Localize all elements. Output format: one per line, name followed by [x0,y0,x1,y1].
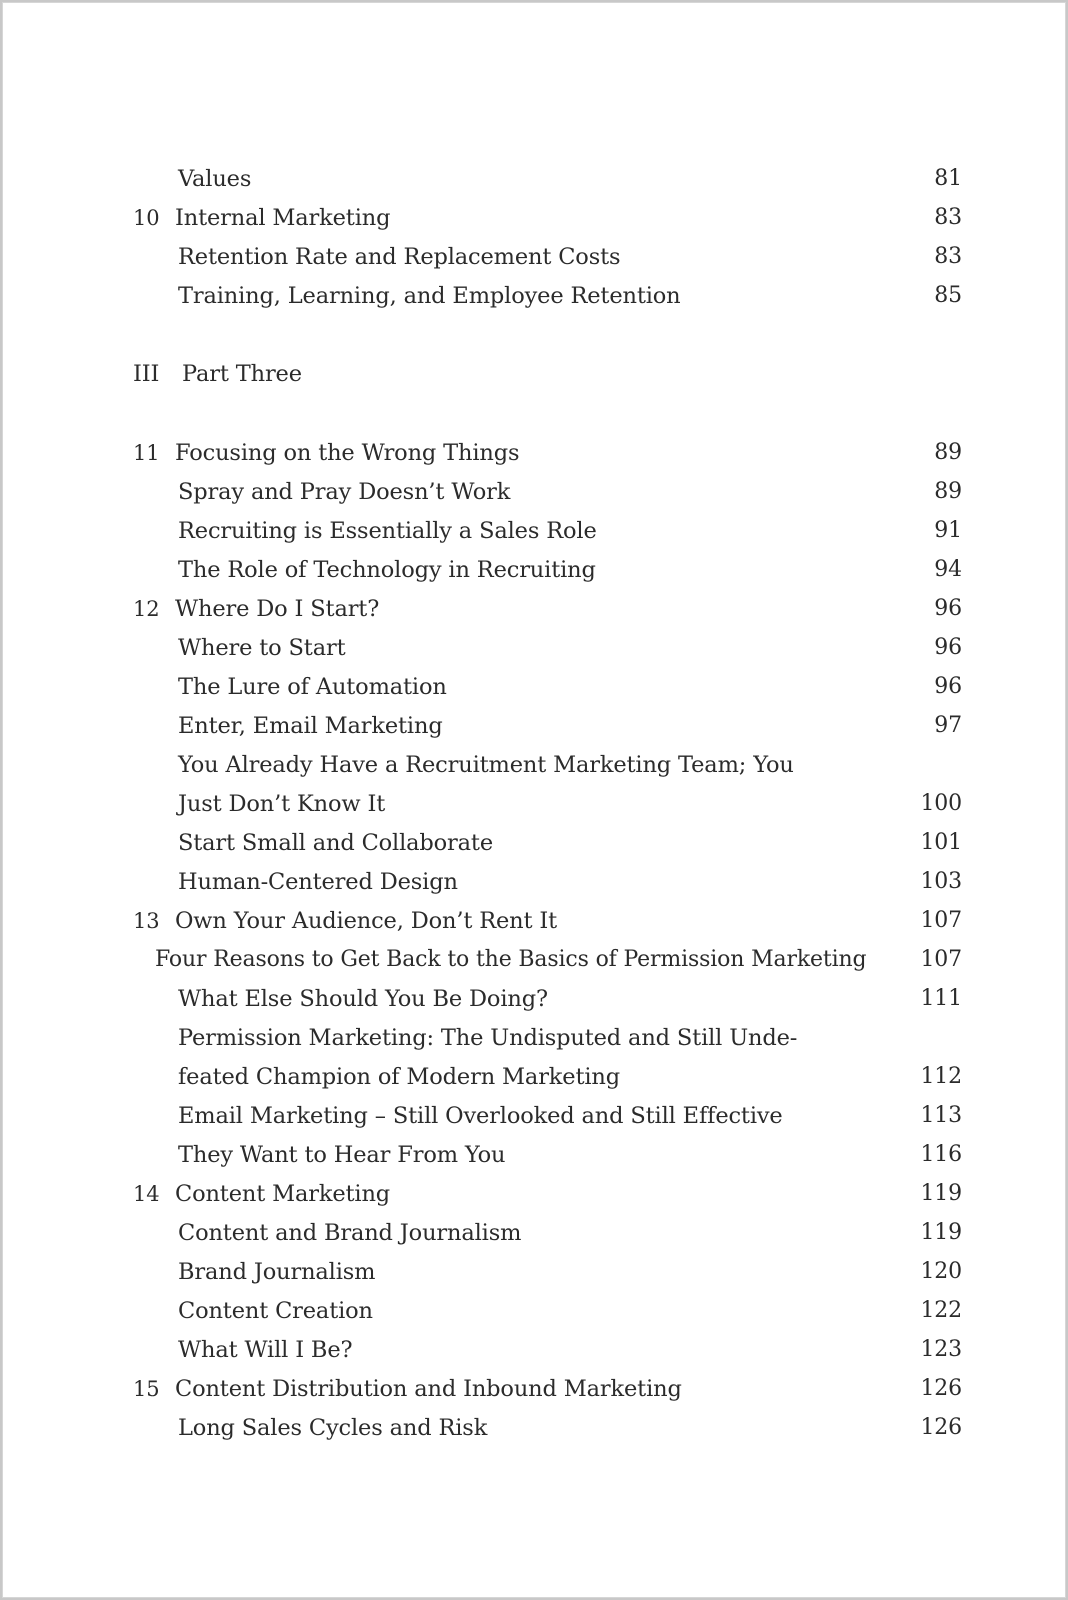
toc-section-title: You Already Have a Recruitment Marketing Team; You [178,752,794,778]
toc-section-title: Start Small and Collaborate [178,830,493,856]
toc-entry [2,672,1066,702]
toc-page-number: 126 [920,1415,962,1440]
toc-section-title: They Want to Hear From You [178,1142,506,1168]
toc-chapter [2,906,1066,936]
toc-entry [2,789,1066,819]
toc-entry [2,1140,1066,1170]
toc-section-title: What Will I Be? [178,1337,353,1363]
toc-entry [2,750,1066,780]
toc-page-number: 94 [934,557,962,582]
toc-chapter-number: 13 [133,909,160,933]
toc-section-title: The Lure of Automation [178,674,447,700]
toc-chapter [2,203,1066,233]
toc-page-number: 100 [920,791,962,816]
toc-entry [2,984,1066,1014]
toc-entry [2,1101,1066,1131]
toc-page-number: 81 [934,166,962,191]
toc-part-title: Part Three [182,361,302,387]
toc-page-number: 103 [920,869,962,894]
toc-chapter-title: Internal Marketing [175,205,391,231]
toc-section-title: Values [178,166,252,192]
toc-chapter-title: Content Distribution and Inbound Marketing [175,1376,682,1402]
toc-entry [2,867,1066,897]
toc-chapter-title: Focusing on the Wrong Things [175,440,520,466]
toc-entry [2,1062,1066,1092]
toc-page-number: 116 [920,1142,962,1167]
toc-page-number: 120 [920,1259,962,1284]
toc-entry [2,242,1066,272]
toc-entry [2,281,1066,311]
document-page [2,2,1066,1598]
toc-page-number: 113 [920,1103,962,1128]
toc-entry [2,711,1066,741]
toc-page-number: 96 [934,596,962,621]
toc-section-title: The Role of Technology in Recruiting [178,557,596,583]
toc-chapter-number: 12 [133,597,160,621]
toc-chapter [2,1179,1066,1209]
toc-page-number: 122 [920,1298,962,1323]
toc-chapter-number: 14 [133,1182,160,1206]
toc-section-title: Content Creation [178,1298,373,1324]
toc-entry [2,633,1066,663]
toc-page-number: 96 [934,674,962,699]
toc-chapter-number: 10 [133,206,160,230]
toc-section-title: Human-Centered Design [178,869,458,895]
toc-page-number: 112 [920,1064,962,1089]
toc-chapter-title: Where Do I Start? [175,596,380,622]
toc-chapter-number: 15 [133,1377,160,1401]
toc-entry [2,1335,1066,1365]
toc-chapter-title: Own Your Audience, Don’t Rent It [175,908,558,934]
toc-page-number: 107 [920,947,962,972]
toc-page-number: 89 [934,440,962,465]
toc-entry [2,1296,1066,1326]
toc-page-number: 96 [934,635,962,660]
toc-chapter-number: 11 [133,441,160,465]
toc-page-number: 101 [920,830,962,855]
toc-entry [2,1257,1066,1287]
toc-page-number: 89 [934,479,962,504]
toc-section-title: Enter, Email Marketing [178,713,443,739]
toc-section-title: What Else Should You Be Doing? [178,986,548,1012]
toc-section-title: Recruiting is Essentially a Sales Role [178,518,597,544]
toc-page-number: 83 [934,244,962,269]
toc-entry [2,555,1066,585]
toc-entry [2,828,1066,858]
toc-section-title: Permission Marketing: The Undisputed and Still Unde- [178,1025,798,1051]
toc-chapter [2,438,1066,468]
toc-chapter [2,594,1066,624]
toc-section-title: Four Reasons to Get Back to the Basics of Permission Marketing [155,947,867,972]
toc-entry [2,516,1066,546]
toc-page-number: 97 [934,713,962,738]
toc-entry [2,164,1066,194]
toc-section-title: Spray and Pray Doesn’t Work [178,479,511,505]
toc-page-number: 91 [934,518,962,543]
toc-part-heading [2,359,1066,389]
toc-page-number: 123 [920,1337,962,1362]
toc-section-title: Retention Rate and Replacement Costs [178,244,621,270]
toc-entry [2,1023,1066,1053]
toc-section-title: Where to Start [178,635,346,661]
toc-entry [2,477,1066,507]
toc-section-title: Email Marketing – Still Overlooked and Still Effective [178,1103,783,1129]
toc-chapter [2,1374,1066,1404]
toc-section-title: Brand Journalism [178,1259,376,1285]
toc-section-title: Just Don’t Know It [178,791,386,817]
toc-page-number: 119 [920,1220,962,1245]
toc-entry [2,945,1066,975]
toc-entry [2,1218,1066,1248]
toc-chapter-title: Content Marketing [175,1181,391,1207]
toc-page-number: 111 [920,986,962,1011]
toc-section-title: feated Champion of Modern Marketing [178,1064,620,1090]
toc-page-number: 107 [920,908,962,933]
toc-part-number: III [133,361,160,387]
table-of-contents [2,2,1066,1598]
toc-entry [2,1413,1066,1443]
toc-section-title: Long Sales Cycles and Risk [178,1415,488,1441]
toc-section-title: Training, Learning, and Employee Retention [178,283,681,309]
toc-section-title: Content and Brand Journalism [178,1220,522,1246]
toc-page-number: 85 [934,283,962,308]
toc-page-number: 83 [934,205,962,230]
toc-page-number: 119 [920,1181,962,1206]
toc-page-number: 126 [920,1376,962,1401]
